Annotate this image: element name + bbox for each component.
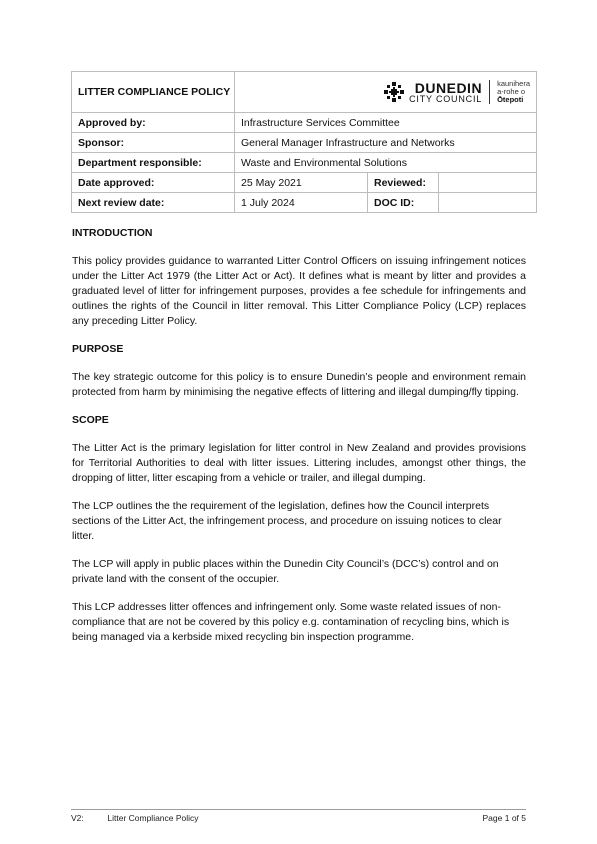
date-approved-label: Date approved:	[72, 173, 235, 193]
reviewed-label: Reviewed:	[368, 173, 439, 193]
next-review-value: 1 July 2024	[235, 193, 368, 213]
scope-paragraph: The LCP will apply in public places within the Dunedin City Council’s (DCC’s) control and on private land with the consent of the occupier.	[72, 558, 499, 585]
logo-maori-line1: kaunihera	[497, 79, 531, 89]
department-row	[72, 153, 537, 173]
purpose-paragraph: The key strategic outcome for this policy is to ensure Dunedin’s people and environment remain protected from harm by minimising the negative effects of littering and illegal dumping/fly tipping.	[72, 371, 526, 398]
department-value: Waste and Environmental Solutions	[235, 153, 537, 173]
next-review-row	[72, 193, 537, 213]
header-row	[72, 72, 537, 113]
page-footer	[71, 809, 526, 823]
doc-id-value	[439, 193, 537, 213]
sponsor-label: Sponsor:	[72, 133, 235, 153]
purpose-section	[72, 342, 526, 400]
logo-divider	[489, 80, 490, 104]
policy-title: LITTER COMPLIANCE POLICY	[72, 72, 235, 113]
scope-paragraph: The Litter Act is the primary legislation for litter control in New Zealand and provides provisions for Territorial Authorities to deal with litter issues. Littering includes, amongst other things, the dropping of litter, litter escaping from a vehicle or trailer, and illegal dumping.	[72, 442, 526, 484]
footer-version: V2:	[71, 813, 84, 823]
scope-section	[72, 413, 526, 645]
logo-wordmark	[409, 81, 482, 104]
introduction-paragraph: This policy provides guidance to warranted Litter Control Officers on issuing infringement notices under the Litter Act 1979 (the Litter Act or Act). It defines what is meant by litter and provides a graduated level of litter for infringement purposes, provides a fee schedule for infringements and outlines the rights of the Council in litter removal. This Litter Compliance Policy (LCP) replaces any preceding Litter Policy.	[72, 255, 526, 327]
date-approved-row	[72, 173, 537, 193]
doc-id-label: DOC ID:	[368, 193, 439, 213]
purpose-heading: PURPOSE	[72, 343, 124, 355]
policy-metadata-table	[71, 71, 537, 213]
scope-heading: SCOPE	[72, 414, 109, 426]
approved-by-label: Approved by:	[72, 113, 235, 133]
council-logo	[241, 80, 530, 104]
logo-subname: CITY COUNCIL	[409, 93, 483, 104]
next-review-label: Next review date:	[72, 193, 235, 213]
footer-page-number: Page 1 of 5	[482, 813, 526, 823]
logo-maori-name	[497, 80, 530, 104]
dunedin-council-logo-icon	[383, 81, 405, 103]
approved-by-value: Infrastructure Services Committee	[235, 113, 537, 133]
logo-name: DUNEDIN	[414, 79, 483, 96]
footer-left	[71, 813, 199, 823]
approved-by-row	[72, 113, 537, 133]
logo-maori-line2: a-rohe o	[497, 87, 525, 97]
policy-body	[72, 226, 526, 658]
logo-cell	[235, 72, 537, 113]
introduction-section	[72, 226, 526, 329]
logo-maori-line3: Ōtepoti	[497, 94, 524, 104]
sponsor-row	[72, 133, 537, 153]
introduction-heading: INTRODUCTION	[72, 227, 153, 239]
scope-paragraph: This LCP addresses litter offences and infringement only. Some waste related issues of non-compliance that are not be covered by this policy e.g. contamination of recycling bins, which is being managed via a kerbside mixed recycling bin inspection programme.	[72, 601, 510, 643]
department-label: Department responsible:	[72, 153, 235, 173]
sponsor-value: General Manager Infrastructure and Networks	[235, 133, 537, 153]
footer-doc-title: Litter Compliance Policy	[107, 813, 199, 823]
scope-paragraph: The LCP outlines the the requirement of the legislation, defines how the Council interprets sections of the Litter Act, the infringement process, and procedure on issuing notices to clear litter.	[72, 500, 502, 542]
date-approved-value: 25 May 2021	[235, 173, 368, 193]
reviewed-value	[439, 173, 537, 193]
